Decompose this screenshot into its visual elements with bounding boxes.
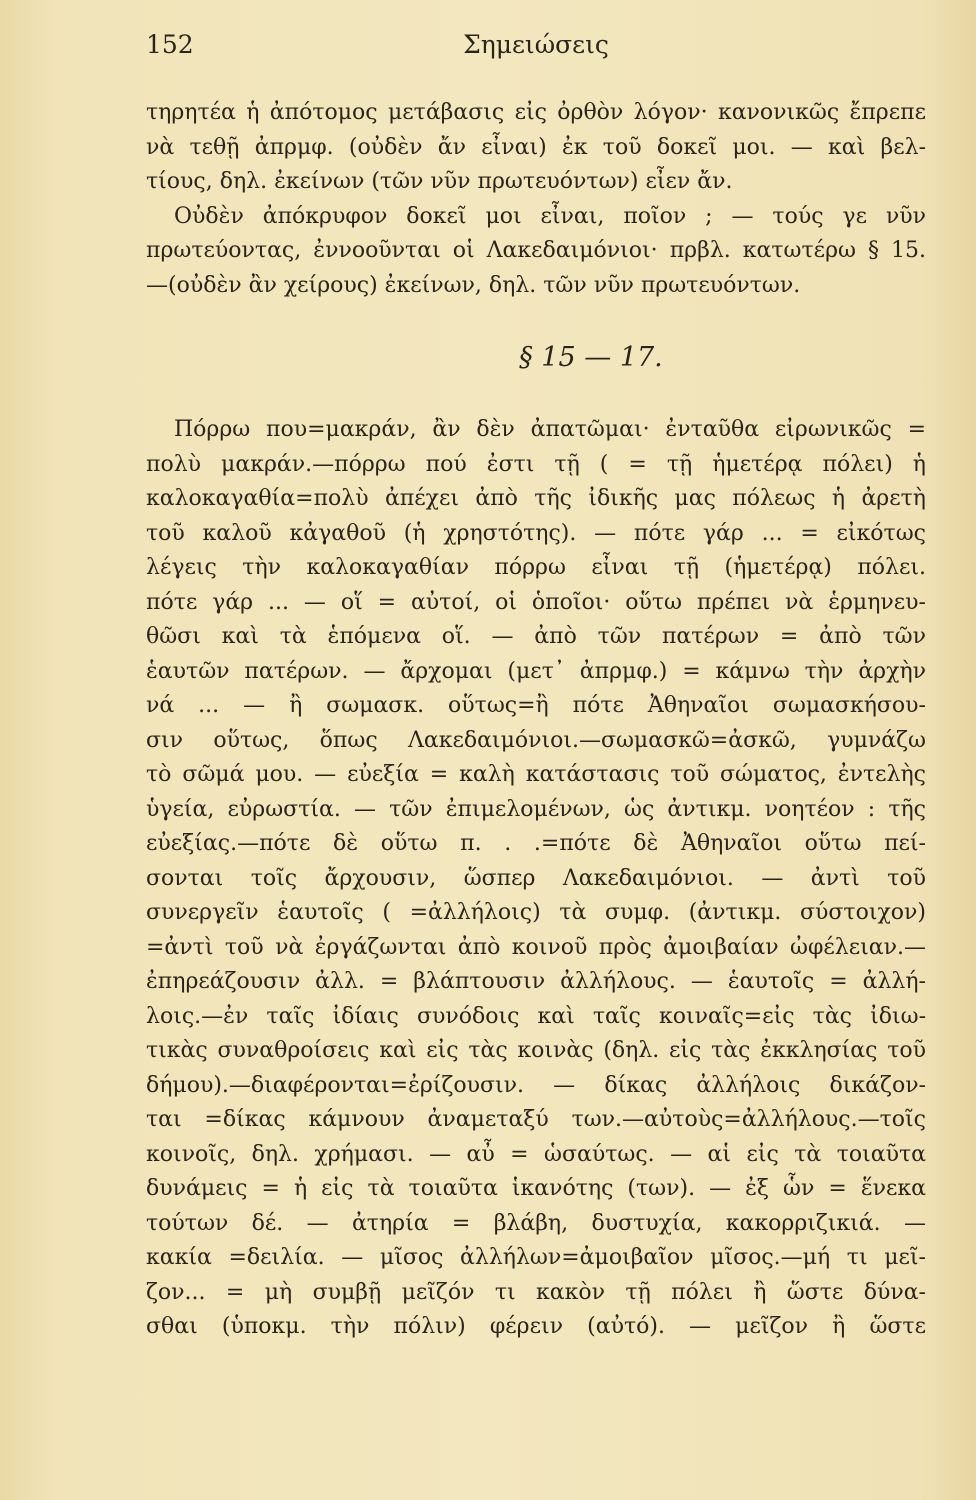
text-line: πρωτεύοντας, ἐννοοῦνται οἱ Λακεδαιμόνιοι· πρβλ. κατωτέρω § 15. [146, 238, 926, 263]
text-line: πότε γάρ ... — οἵ = αὐτοί, οἱ ὁποῖοι· οὕτω πρέπει νὰ ἑρμηνευ- [146, 589, 926, 615]
text-line: νὰ τεθῇ ἀπρμφ. (οὐδὲν ἄν εἶναι) ἐκ τοῦ δοκεῖ μοι. — καὶ βελ- [146, 134, 926, 160]
text-line: ἐπηρεάζουσιν ἀλλ. = βλάπτουσιν ἀλλήλους. — ἑαυτοῖς = ἀλλή- [146, 969, 926, 994]
text-line: ὑγεία, εὐρωστία. — τῶν ἐπιμελομένων, ὡς ἀντικμ. νοητέον : τῆς [146, 796, 926, 822]
text-line: σθαι (ὑποκμ. τὴν πόλιν) φέρειν (αὐτό). — μεῖζον ἢ ὥστε [146, 1314, 926, 1339]
text-line: τὸ σῶμά μου. — εὐεξία = καλὴ κατάστασις τοῦ σώματος, ἐντελὴς [146, 762, 926, 787]
text-line: τηρητέα ἡ ἀπότομος μετάβασις εἰς ὀρθὸν λόγον· κανονικῶς ἔπρεπε [146, 100, 926, 125]
text-line: τικὰς συναθροίσεις καὶ εἰς τὰς κοινὰς (δηλ. εἰς τὰς ἐκκλησίας τοῦ [146, 1038, 926, 1063]
text-line: θῶσι καὶ τὰ ἑπόμενα οἵ. — ἀπὸ τῶν πατέρων = ἀπὸ τῶν [146, 624, 926, 649]
text-line: κακία =δειλία. — μῖσος ἀλλήλων=ἀμοιβαῖον μῖσος.—μή τι μεῖ- [146, 1245, 926, 1270]
page-header [146, 30, 926, 70]
page-number: 152 [146, 30, 194, 59]
text-line: εὐεξίας.—πότε δὲ οὕτω π. . .=πότε δὲ Ἀθηναῖοι οὕτω πεί- [146, 831, 926, 856]
text-line: δήμου).—διαφέρονται=ἐρίζουσιν. — δίκας ἀλλήλοις δικάζον- [146, 1072, 926, 1098]
text-line: νά ... — ἢ σωμασκ. οὕτως=ἢ πότε Ἀθηναῖοι σωμασκήσου- [146, 693, 926, 718]
page-body [146, 96, 926, 1345]
text-line: συνεργεῖν ἑαυτοῖς ( =ἀλλήλοις) τὰ συμφ. (ἀντικμ. σύστοιχον) [146, 900, 926, 925]
text-line: ἑαυτῶν πατέρων. — ἄρχομαι (μετ᾽ ἀπρμφ.) = κάμνω τὴν ἀρχὴν [146, 658, 926, 684]
text-line: =ἀντὶ τοῦ νὰ ἐργάζωνται ἀπὸ κοινοῦ πρὸς ἀμοιβαίαν ὠφέλειαν.— [146, 934, 926, 960]
text-line: τοῦ καλοῦ κἀγαθοῦ (ἡ χρηστότης). — πότε γάρ ... = εἰκότως [146, 520, 926, 546]
text-line: κοινοῖς, δηλ. χρήμασι. — αὖ = ὡσαύτως. — αἱ εἰς τὰ τοιαῦτα [146, 1141, 926, 1167]
text-line: Οὐδὲν ἀπόκρυφον δοκεῖ μοι εἶναι, ποῖον ; — τούς γε νῦν [174, 203, 926, 229]
text-line: ζον... = μὴ συμβῇ μεῖζόν τι κακὸν τῇ πόλει ἢ ὥστε δύνα- [146, 1279, 926, 1305]
text-line: καλοκαγαθία=πολὺ ἀπέχει ἀπὸ τῆς ἰδικῆς μας πόλεως ἡ ἀρετὴ [146, 486, 926, 511]
text-line: τούτων δέ. — ἀτηρία = βλάβη, δυστυχία, κακορριζικιά. — [146, 1210, 926, 1236]
text-line: σιν οὕτως, ὅπως Λακεδαιμόνιοι.—σωμασκῶ=ἀσκῶ, γυμνάζω [146, 727, 926, 753]
text-line: λέγεις τὴν καλοκαγαθίαν πόρρω εἶναι τῇ (ἡμετέρᾳ) πόλει. [146, 555, 926, 580]
text-line: δυνάμεις = ἡ εἰς τὰ τοιαῦτα ἱκανότης (των). — ἐξ ὧν = ἕνεκα [146, 1176, 926, 1201]
text-line: τίους, δηλ. ἐκείνων (τῶν νῦν πρωτευόντων) εἶεν ἄν. [146, 169, 733, 194]
text-line: λοις.—ἐν ταῖς ἰδίαις συνόδοις καὶ ταῖς κοιναῖς=εἰς τὰς ἰδιω- [146, 1003, 926, 1029]
text-line: σονται τοῖς ἄρχουσιν, ὥσπερ Λακεδαιμόνιοι. — ἀντὶ τοῦ [146, 865, 926, 891]
text-line: ται =δίκας κάμνουν ἀναμεταξύ των.—αὐτοὺς=ἀλλήλους.—τοῖς [146, 1107, 926, 1132]
text-line: Πόρρω που=μακράν, ἂν δὲν ἀπατῶμαι· ἐνταῦθα εἰρωνικῶς = [174, 417, 926, 442]
text-line: πολὺ μακράν.—πόρρω πού ἐστι τῇ ( = τῇ ἡμετέρᾳ πόλει) ἡ [146, 451, 926, 477]
running-title: Σημειώσεις [463, 30, 609, 59]
text-line: —(οὐδὲν ἂν χείρους) ἐκείνων, δηλ. τῶν νῦν πρωτευόντων. [146, 272, 801, 298]
section-heading: § 15 — 17. [519, 342, 663, 373]
